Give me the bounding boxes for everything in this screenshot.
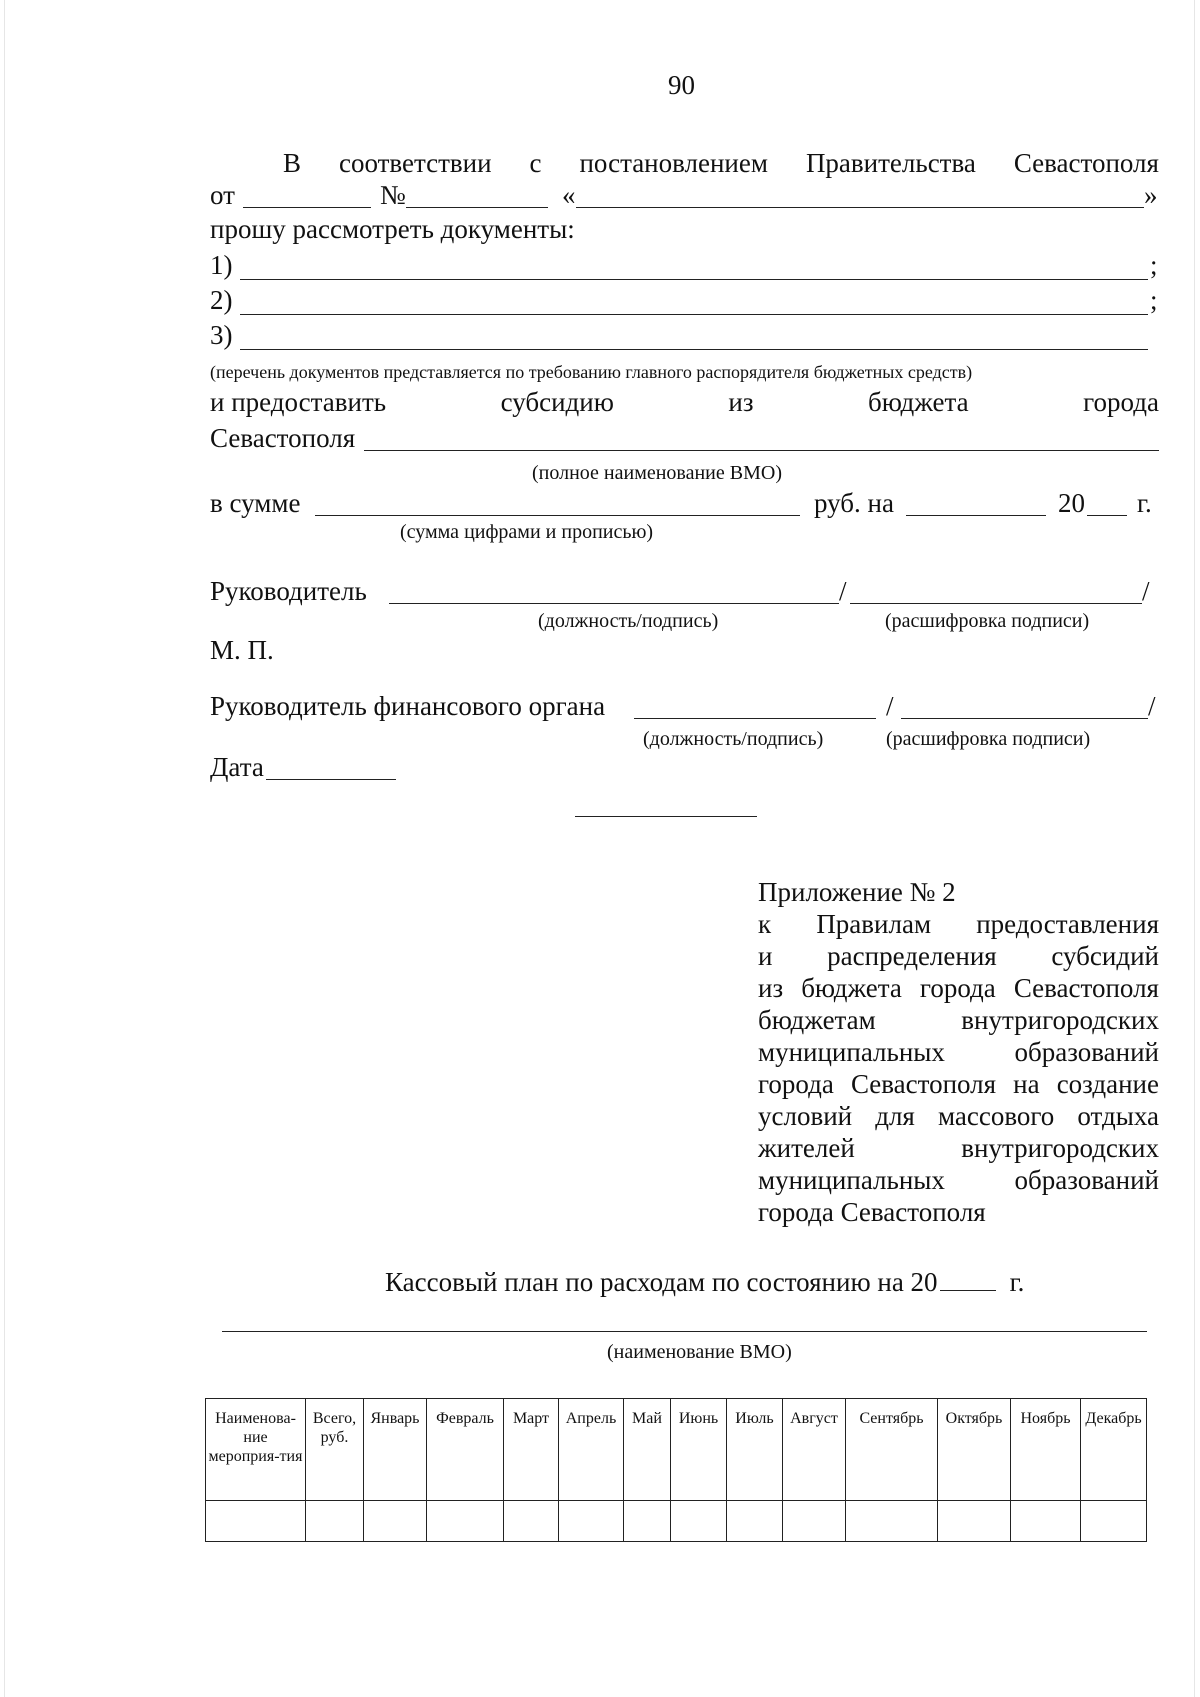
table-cell[interactable]: [364, 1501, 427, 1542]
appendix-title: Приложение № 2: [758, 877, 956, 907]
slash: /: [1142, 576, 1150, 606]
table-cell[interactable]: [206, 1501, 306, 1542]
rub-label: руб. на: [814, 488, 894, 518]
table-cell[interactable]: [727, 1501, 783, 1542]
position-note: (должность/подпись): [538, 610, 719, 632]
appendix-word: условий: [758, 1101, 853, 1131]
plan-title: [385, 1267, 1024, 1297]
document-1-field[interactable]: [240, 279, 1148, 280]
column-header: Май: [624, 1399, 671, 1501]
table-cell[interactable]: [427, 1501, 504, 1542]
appendix-word: бюджета: [801, 973, 902, 1003]
section-separator: [575, 816, 757, 817]
appendix-word: внутригородских: [961, 1005, 1159, 1035]
appendix-last-line: города Севастополя: [758, 1197, 986, 1227]
item-end: ;: [1150, 250, 1158, 280]
finance-signature-decode-field[interactable]: [901, 718, 1148, 719]
scan-right-edge: [1194, 0, 1195, 1697]
subsidy-line: [210, 387, 1159, 417]
appendix-line: [758, 973, 1159, 1005]
plan-vmo-field[interactable]: [222, 1331, 1147, 1332]
item-number: 2): [210, 285, 233, 315]
word: с: [529, 148, 542, 178]
table-cell[interactable]: [504, 1501, 559, 1542]
page-number: 90: [668, 70, 695, 100]
table-cell[interactable]: [306, 1501, 364, 1542]
word: бюджета: [867, 387, 969, 417]
appendix-word: и: [758, 941, 773, 971]
appendix-word: города: [919, 973, 996, 1003]
appendix-word: для: [875, 1101, 915, 1131]
slash: /: [1148, 691, 1156, 721]
appendix-word: создание: [1056, 1069, 1159, 1099]
vmo-name-field[interactable]: [364, 450, 1159, 451]
table-cell[interactable]: [783, 1501, 846, 1542]
plan-title-text: Кассовый план по расходам по состоянию на 20: [385, 1267, 938, 1297]
appendix-word: распределения: [827, 941, 997, 971]
word: и предоставить: [210, 387, 387, 417]
word: соответствии: [338, 148, 492, 178]
word: В: [283, 148, 302, 178]
column-header: Июнь: [671, 1399, 727, 1501]
column-header: Январь: [364, 1399, 427, 1501]
documents-prompt: прошу рассмотреть документы:: [210, 214, 575, 244]
table-cell[interactable]: [846, 1501, 938, 1542]
table-cell[interactable]: [1081, 1501, 1147, 1542]
appendix-word: муниципальных: [758, 1037, 945, 1067]
vmo-full-name-note: (полное наименование ВМО): [532, 462, 782, 484]
document-2-field[interactable]: [240, 314, 1148, 315]
word: субсидию: [500, 387, 614, 417]
appendix-word: образований: [1014, 1165, 1159, 1195]
word: города: [1083, 387, 1159, 417]
table-cell[interactable]: [1011, 1501, 1081, 1542]
ot-label: от: [210, 180, 235, 210]
appendix-word: предоставления: [976, 909, 1159, 939]
column-header: Ноябрь: [1011, 1399, 1081, 1501]
position-note: (должность/подпись): [643, 728, 824, 750]
sevastopol-label: Севастополя: [210, 423, 356, 453]
appendix-word: муниципальных: [758, 1165, 945, 1195]
appendix-word: Севастополя: [850, 1069, 997, 1099]
plan-title-suffix: г.: [1009, 1267, 1025, 1297]
sum-field[interactable]: [315, 515, 800, 516]
column-header: Наименова-ние мероприя-тия: [206, 1399, 306, 1501]
date-label: Дата: [210, 752, 264, 782]
year-field[interactable]: [1087, 515, 1127, 516]
table-header-row: [206, 1399, 1147, 1501]
appendix-line: [758, 1133, 1159, 1165]
appendix-line: [758, 1069, 1159, 1101]
table-row: [206, 1501, 1147, 1542]
item-number: 1): [210, 250, 233, 280]
appendix-line: [758, 1037, 1159, 1069]
appendix-line: [758, 1165, 1159, 1197]
head-signature-decode-field[interactable]: [850, 603, 1142, 604]
sum-label: в сумме: [210, 488, 301, 518]
word: постановлением: [579, 148, 768, 178]
column-header: Всего, руб.: [306, 1399, 364, 1501]
slash: /: [839, 576, 847, 606]
request-line-1: [283, 148, 1159, 178]
quote-close: »: [1144, 180, 1158, 210]
appendix-word: Правилам: [816, 909, 932, 939]
appendix-body: [758, 909, 1159, 1229]
appendix-line: [758, 909, 1159, 941]
table-cell[interactable]: [938, 1501, 1011, 1542]
column-header: Июль: [727, 1399, 783, 1501]
appendix-word: образований: [1014, 1037, 1159, 1067]
resolution-date-field[interactable]: [243, 207, 371, 208]
plan-year-field[interactable]: [940, 1268, 996, 1291]
appendix-word: бюджетам: [758, 1005, 876, 1035]
date-field[interactable]: [906, 515, 1046, 516]
appendix-word: жителей: [758, 1133, 855, 1163]
table-cell[interactable]: [624, 1501, 671, 1542]
column-header: Апрель: [559, 1399, 624, 1501]
head-label: Руководитель: [210, 576, 367, 606]
cash-plan-table: [205, 1398, 1147, 1542]
appendix-word: отдыха: [1077, 1101, 1159, 1131]
year-prefix: 20: [1058, 488, 1085, 518]
finance-position-signature-field[interactable]: [634, 718, 876, 719]
decode-note: (расшифровка подписи): [886, 728, 1091, 750]
item-end: ;: [1150, 285, 1158, 315]
appendix-word: к: [758, 909, 772, 939]
date-signed-field[interactable]: [266, 779, 396, 780]
resolution-title-field[interactable]: [576, 207, 1144, 208]
documents-note: (перечень документов представляется по требованию главного распорядителя бюджетных средств): [210, 362, 973, 382]
appendix-word: массового: [937, 1101, 1055, 1131]
word: Правительства: [805, 148, 976, 178]
column-header: Март: [504, 1399, 559, 1501]
resolution-number-field[interactable]: [406, 207, 548, 208]
finance-head-label: Руководитель финансового органа: [210, 691, 606, 721]
decode-note: (расшифровка подписи): [885, 610, 1090, 632]
item-number: 3): [210, 320, 233, 350]
table-cell[interactable]: [671, 1501, 727, 1542]
appendix-line: [758, 941, 1159, 973]
column-header: Декабрь: [1081, 1399, 1147, 1501]
document-3-field[interactable]: [240, 349, 1148, 350]
column-header: Февраль: [427, 1399, 504, 1501]
number-label: №: [380, 180, 406, 210]
word: из: [728, 387, 754, 417]
scan-left-edge: [4, 0, 5, 1697]
appendix-line: [758, 1005, 1159, 1037]
plan-vmo-note: (наименование ВМО): [607, 1341, 792, 1363]
appendix-word: из: [758, 973, 784, 1003]
column-header: Сентябрь: [846, 1399, 938, 1501]
appendix-word: города: [758, 1069, 834, 1099]
appendix-word: на: [1013, 1069, 1040, 1099]
column-header: Октябрь: [938, 1399, 1011, 1501]
year-suffix: г.: [1137, 488, 1152, 518]
head-position-signature-field[interactable]: [389, 603, 839, 604]
appendix-word: внутригородских: [961, 1133, 1159, 1163]
sum-note: (сумма цифрами и прописью): [400, 521, 654, 543]
stamp-label: М. П.: [210, 635, 274, 665]
word: Севастополя: [1013, 148, 1159, 178]
appendix-line: [758, 1101, 1159, 1133]
quote-open: «: [562, 180, 576, 210]
slash: /: [886, 691, 894, 721]
column-header: Август: [783, 1399, 846, 1501]
table-cell[interactable]: [559, 1501, 624, 1542]
appendix-word: Севастополя: [1013, 973, 1159, 1003]
appendix-word: субсидий: [1051, 941, 1159, 971]
